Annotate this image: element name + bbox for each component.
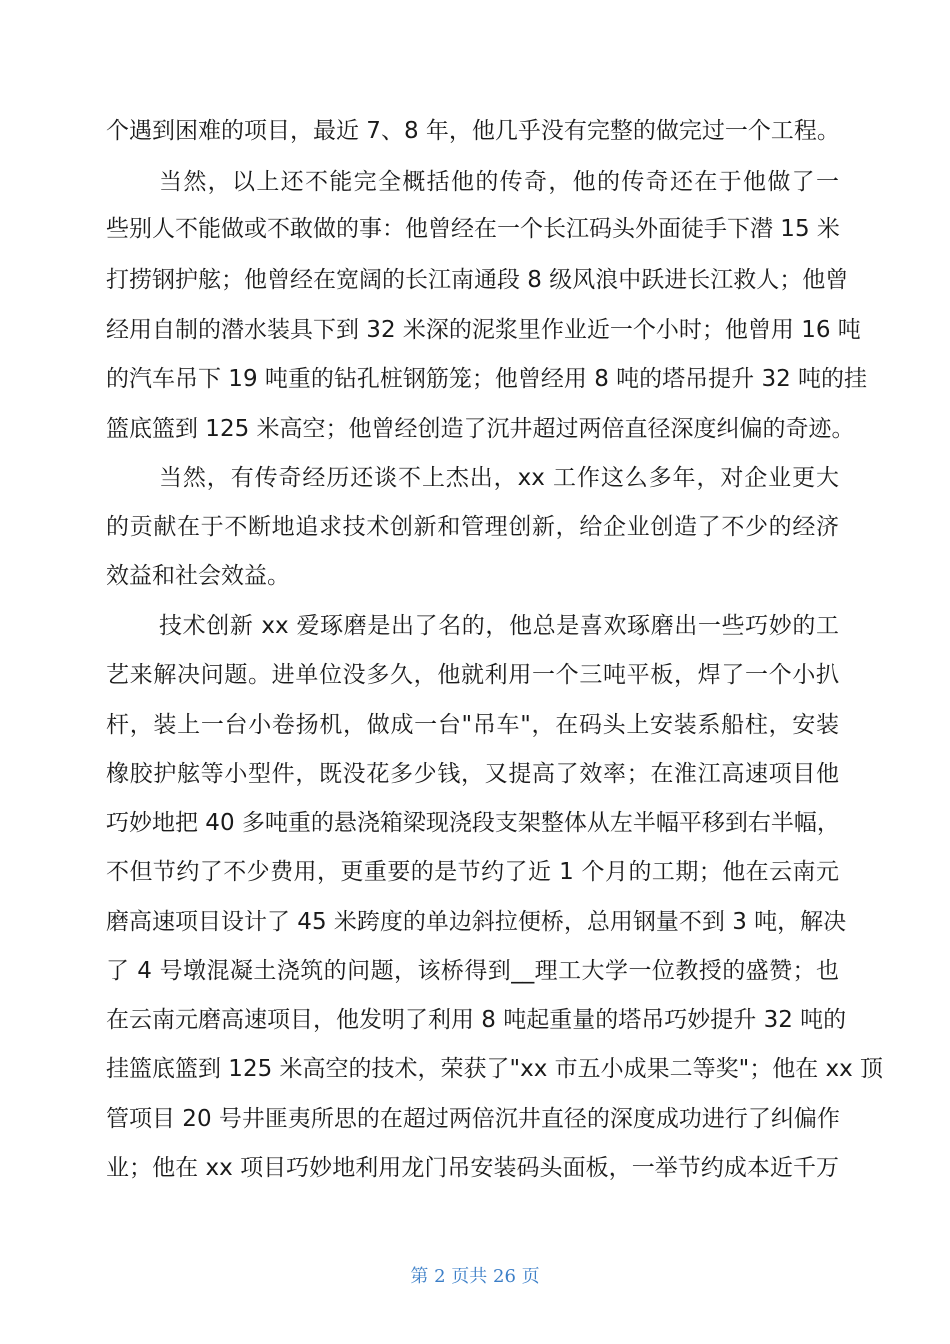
text-line: 杆，装上一台小卷扬机，做成一台"吊车"，在码头上安装系船柱，安装 <box>106 712 839 738</box>
text-line: 艺来解决问题。进单位没多久，他就利用一个三吨平板，焊了一个小扒 <box>106 662 839 688</box>
text-line: 篮底篮到 125 米高空；他曾经创造了沉井超过两倍直径深度纠偏的奇迹。 <box>106 416 855 442</box>
text-line: 打捞钢护舷；他曾经在宽阔的长江南通段 8 级风浪中跃进长江救人；他曾 <box>106 267 849 293</box>
text-line: 不但节约了不少费用，更重要的是节约了近 1 个月的工期；他在云南元 <box>106 859 839 885</box>
text-line: 磨高速项目设计了 45 米跨度的单边斜拉便桥，总用钢量不到 3 吨，解决 <box>106 909 847 935</box>
text-line: 业；他在 xx 项目巧妙地利用龙门吊安装码头面板，一举节约成本近千万 <box>106 1155 839 1181</box>
text-line: 挂篮底篮到 125 米高空的技术，荣获了"xx 市五小成果二等奖"；他在 xx 顶 <box>106 1056 884 1082</box>
paragraph-start-line: 当然，有传奇经历还谈不上杰出，xx 工作这么多年，对企业更大 <box>159 465 839 491</box>
text-line: 橡胶护舷等小型件，既没花多少钱，又提高了效率；在淮江高速项目他 <box>106 761 839 787</box>
text-line: 经用自制的潜水装具下到 32 米深的泥浆里作业近一个小时；他曾用 16 吨 <box>106 317 861 343</box>
text-line: 在云南元磨高速项目，他发明了利用 8 吨起重量的塔吊巧妙提升 32 吨的 <box>106 1007 847 1033</box>
text-line: 个遇到困难的项目，最近 7、8 年，他几乎没有完整的做完过一个工程。 <box>106 118 840 144</box>
text-line: 些别人不能做或不敢做的事：他曾经在一个长江码头外面徒手下潜 15 米 <box>106 216 840 242</box>
text-line: 管项目 20 号井匪夷所思的在超过两倍沉井直径的深度成功进行了纠偏作 <box>106 1106 840 1132</box>
page-number-footer: 第 2 页共 26 页 <box>410 1266 540 1287</box>
paragraph-start-line: 技术创新 xx 爱琢磨是出了名的，他总是喜欢琢磨出一些巧妙的工 <box>159 613 839 639</box>
text-line: 的汽车吊下 19 吨重的钻孔桩钢筋笼；他曾经用 8 吨的塔吊提升 32 吨的挂 <box>106 366 868 392</box>
text-line: 效益和社会效益。 <box>106 563 290 589</box>
text-line: 巧妙地把 40 多吨重的悬浇箱梁现浇段支架整体从左半幅平移到右半幅， <box>106 810 840 836</box>
paragraph-start-line: 当然，以上还不能完全概括他的传奇，他的传奇还在于他做了一 <box>159 169 839 195</box>
text-line: 了 4 号墩混凝土浇筑的问题，该桥得到__理工大学一位教授的盛赞；也 <box>106 958 839 984</box>
text-line: 的贡献在于不断地追求技术创新和管理创新，给企业创造了不少的经济 <box>106 514 839 540</box>
